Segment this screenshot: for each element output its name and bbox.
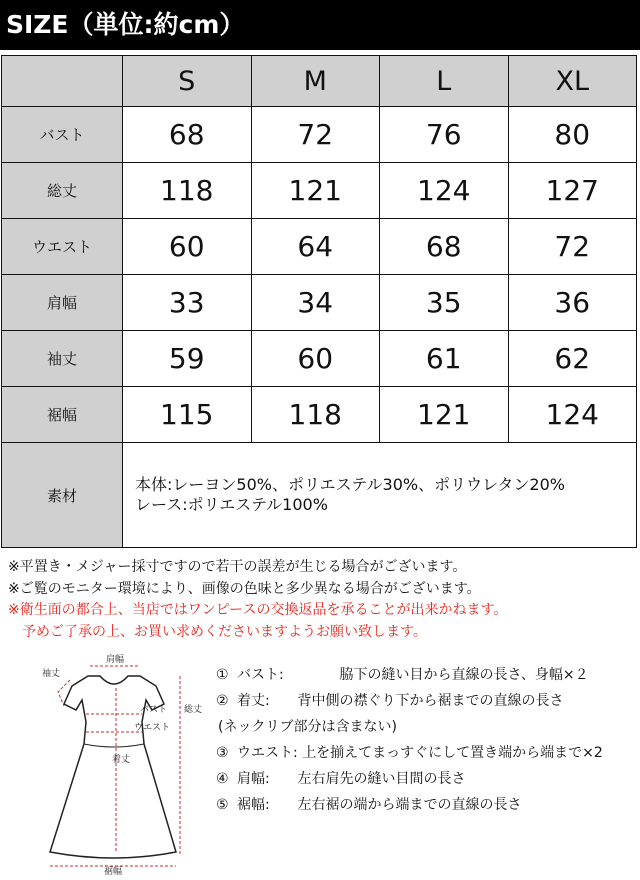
legend-term: 着丈: (237, 693, 270, 709)
legend-number: ① (216, 667, 229, 683)
table-row-waist (2, 219, 637, 275)
table-cell: 118 (123, 163, 252, 219)
note-acknowledge: 予めご了承の上、お買い求めくださいますようお願い致します。 (22, 623, 427, 640)
table-cell: 36 (508, 275, 637, 331)
table-cell: 61 (380, 331, 509, 387)
legend-desc: 左右肩先の縫い目間の長さ (297, 771, 466, 787)
size-header-row (2, 56, 637, 107)
note-measurement: ※平置き・メジャー採寸ですので若干の誤差が生じる場合がございます。 (8, 559, 467, 575)
table-cell: 72 (251, 107, 380, 163)
legend-item-waist (216, 740, 636, 766)
legend-term: 裾幅: (237, 797, 270, 813)
table-cell: 118 (251, 387, 380, 443)
table-cell: 59 (123, 331, 252, 387)
legend-number: ③ (216, 745, 229, 761)
legend-desc: 上を揃えてまっすぐにして置き端から端まで×2 (302, 745, 603, 761)
table-cell: 76 (380, 107, 509, 163)
legend-desc: 脇下の縫い目から直線の長さ、身幅×２ (339, 667, 589, 683)
table-row-hem (2, 387, 637, 443)
table-cell: 124 (508, 387, 637, 443)
size-table (1, 55, 637, 548)
dress-diagram (30, 652, 203, 877)
table-cell: 68 (123, 107, 252, 163)
table-cell: 80 (508, 107, 637, 163)
header-size-s: S (123, 56, 252, 107)
table-cell: 34 (251, 275, 380, 331)
notes-block (8, 557, 638, 643)
legend-desc: 左右裾の端から端までの直線の長さ (297, 797, 522, 813)
row-label-material: 素材 (2, 443, 123, 548)
table-cell: 121 (380, 387, 509, 443)
label-waist: ウエスト (134, 723, 171, 733)
legend-number: ④ (216, 771, 229, 787)
table-cell: 121 (251, 163, 380, 219)
row-label-sleeve: 袖丈 (2, 331, 123, 387)
note-monitor: ※ご覧のモニター環境により、画像の色味と多少異なる場合がございます。 (8, 580, 481, 597)
legend-number: ② (216, 693, 229, 709)
row-label-bust: バスト (2, 107, 123, 163)
note-no-returns: ※衛生面の都合上、当店ではワンピースの交換返品を承ることが出来かねます。 (8, 602, 508, 618)
table-row-total-length (2, 163, 637, 219)
table-cell: 72 (508, 219, 637, 275)
label-shoulder: 肩幅 (106, 655, 125, 665)
table-row-bust (2, 107, 637, 163)
table-cell: 62 (508, 331, 637, 387)
header-corner (2, 56, 123, 107)
legend-term: ウエスト: (237, 745, 298, 761)
legend-item-length (216, 688, 636, 714)
table-cell: 60 (123, 219, 252, 275)
table-cell: 60 (251, 331, 380, 387)
row-label-hem: 裾幅 (2, 387, 123, 443)
legend-item-length-note: (ネックリブ部分は含まない) (218, 719, 397, 735)
legend-item-hem (216, 792, 636, 818)
header-size-m: M (251, 56, 380, 107)
table-cell: 127 (508, 163, 637, 219)
label-bust: バスト (140, 705, 168, 715)
table-cell: 115 (123, 387, 252, 443)
legend-item-bust (216, 662, 636, 688)
page-title: SIZE（単位:約cm） (0, 0, 640, 50)
table-cell: 68 (380, 219, 509, 275)
table-row-sleeve (2, 331, 637, 387)
label-length: 着丈 (112, 755, 131, 765)
material-line-body: 本体:レーヨン50%、ポリエステル30%、ポリウレタン20% (135, 475, 565, 494)
table-row-material (2, 443, 637, 548)
header-size-l: L (380, 56, 509, 107)
dress-illustration (30, 652, 203, 877)
measurement-legend (216, 662, 636, 818)
table-cell: 64 (251, 219, 380, 275)
legend-number: ⑤ (216, 797, 229, 813)
legend-desc: 背中側の襟ぐり下から裾までの直線の長さ (297, 693, 564, 709)
legend-term: バスト: (237, 667, 284, 683)
label-hem: 裾幅 (104, 867, 123, 877)
label-total-length: 総丈 (184, 705, 203, 715)
table-cell: 35 (380, 275, 509, 331)
table-cell: 124 (380, 163, 509, 219)
material-cell (123, 443, 637, 548)
row-label-waist: ウエスト (2, 219, 123, 275)
dress-outline (50, 676, 176, 858)
row-label-shoulder: 肩幅 (2, 275, 123, 331)
header-size-xl: XL (508, 56, 637, 107)
row-label-total-length: 総丈 (2, 163, 123, 219)
legend-item-shoulder (216, 766, 636, 792)
table-cell: 33 (123, 275, 252, 331)
legend-term: 肩幅: (237, 771, 270, 787)
label-sleeve: 袖丈 (42, 669, 61, 679)
material-line-lace: レース:ポリエステル100% (135, 495, 328, 514)
table-row-shoulder (2, 275, 637, 331)
